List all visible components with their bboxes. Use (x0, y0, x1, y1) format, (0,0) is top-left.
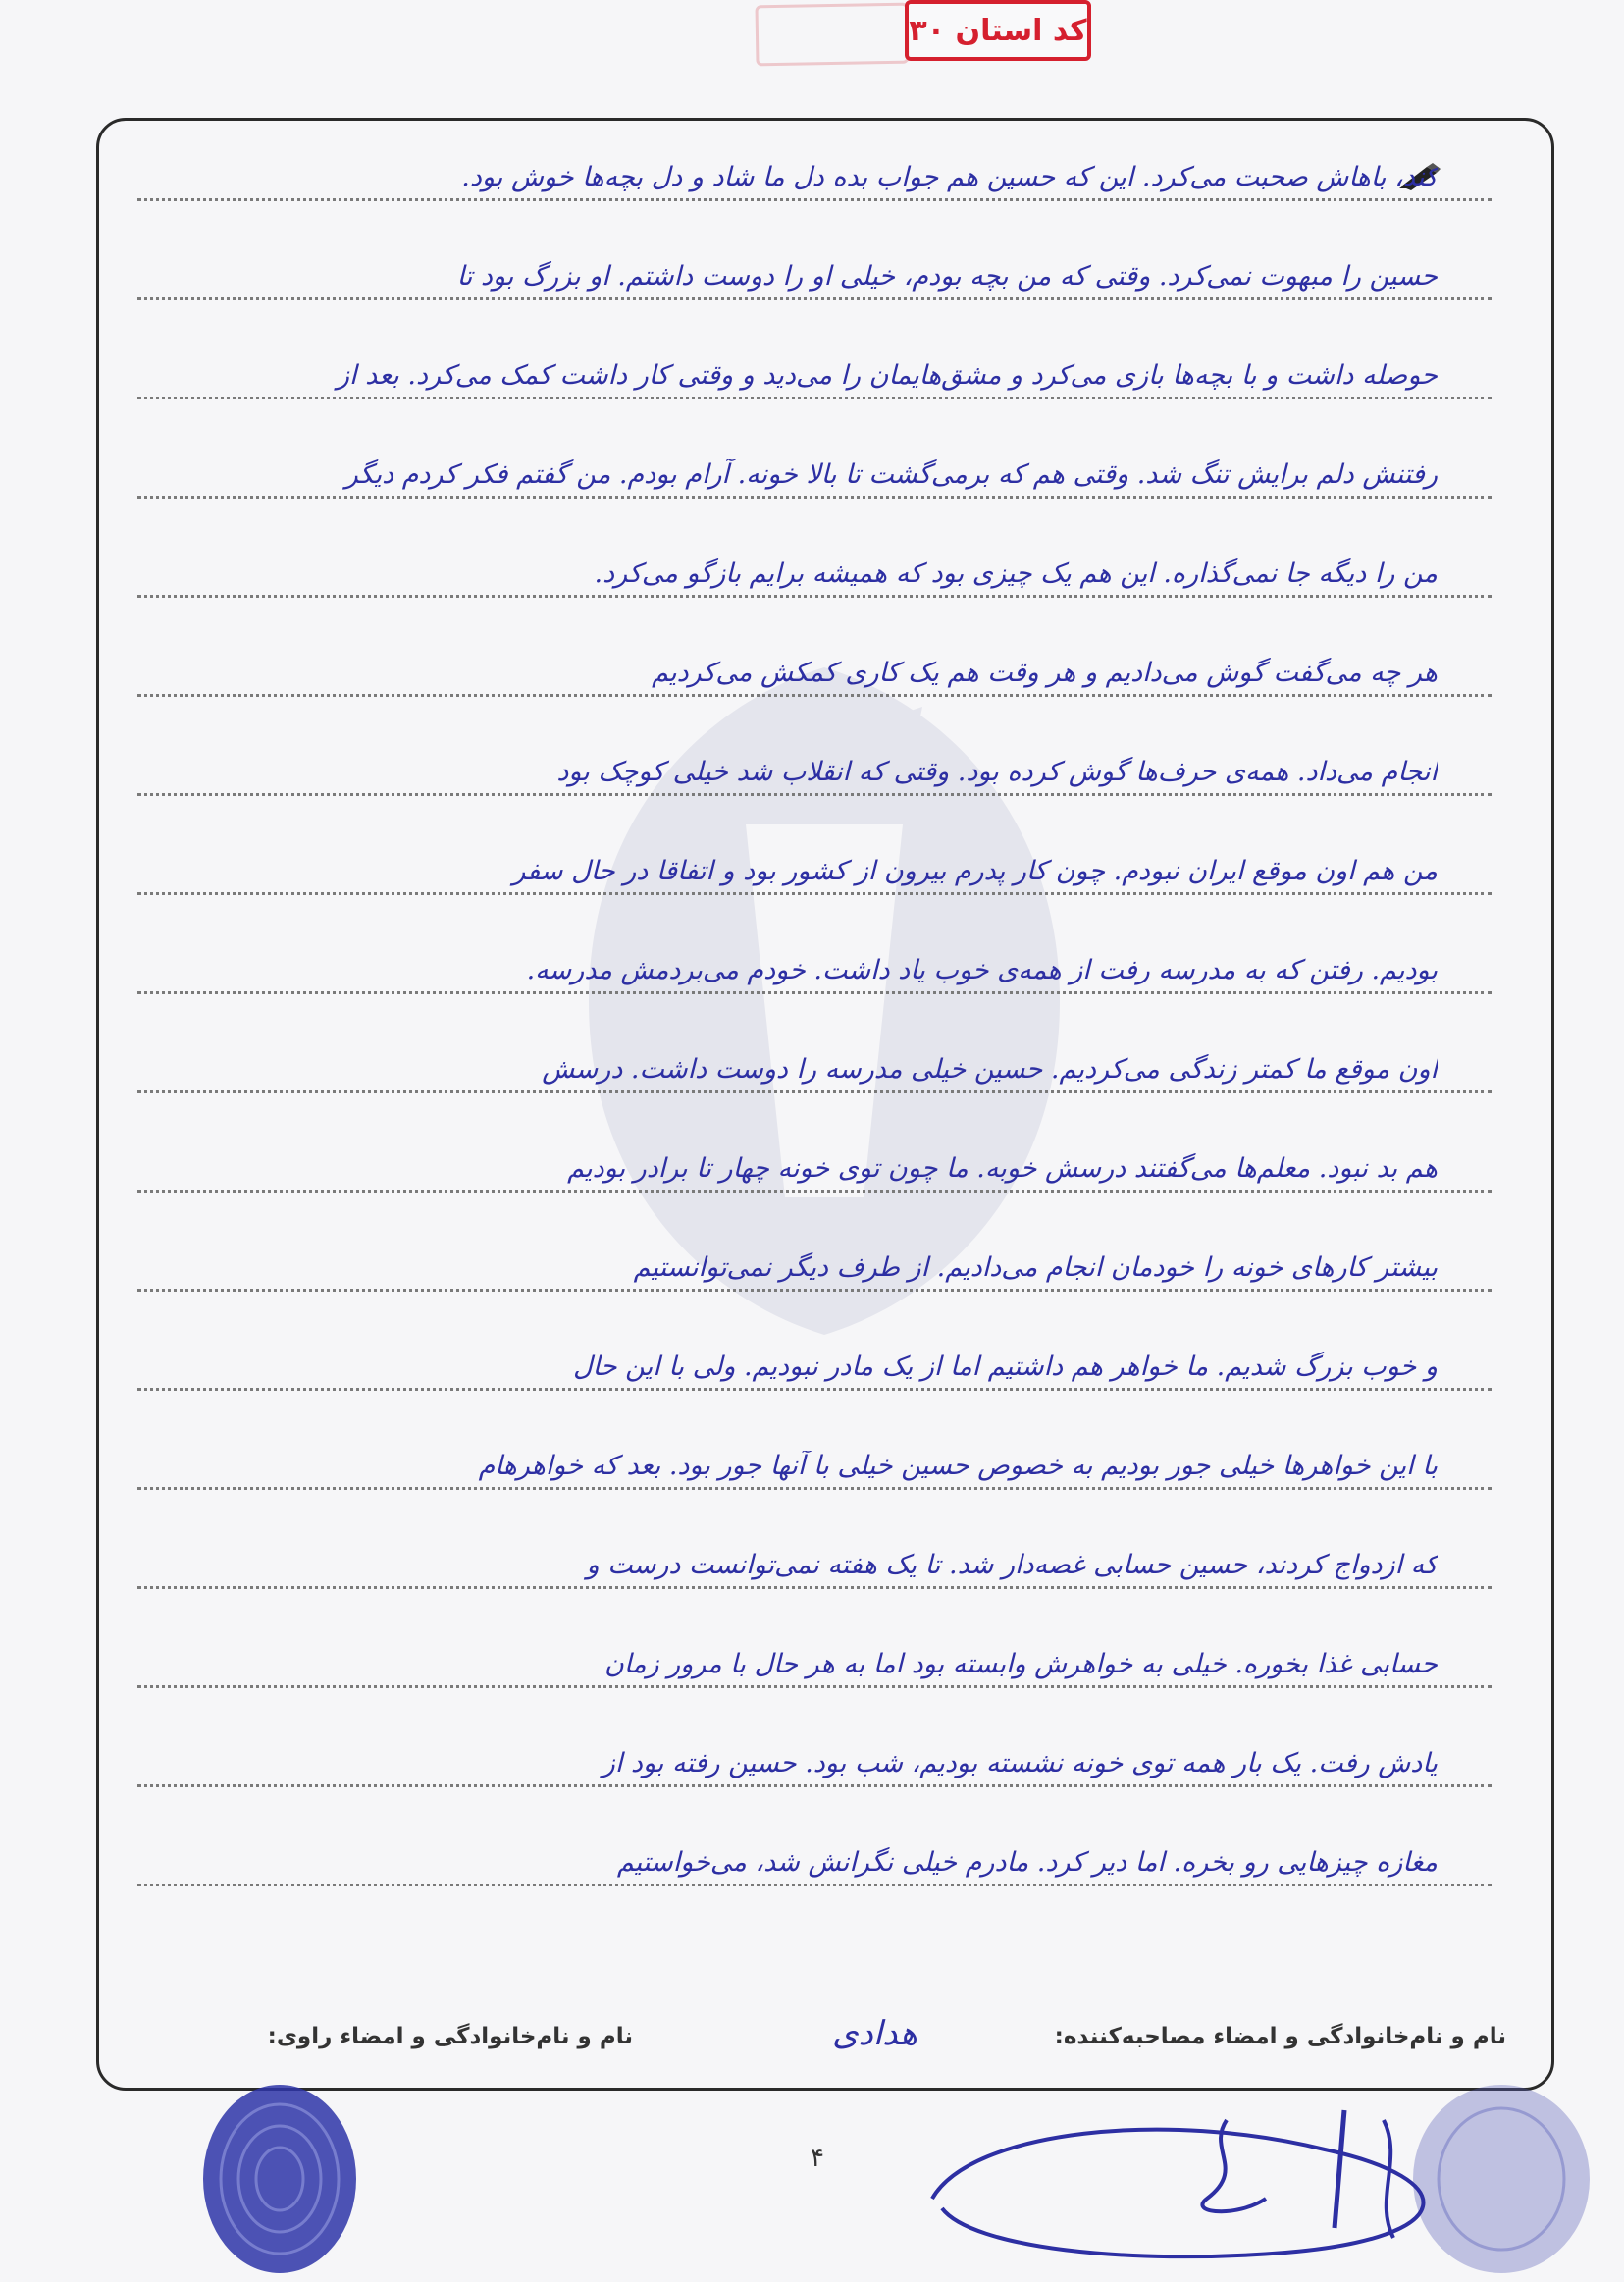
page-number: ۴ (811, 2144, 824, 2173)
body-line: انجام می‌داد. همه‌ی حرف‌ها گوش کرده بود. وقتی که انقلاب شد خیلی کوچک بود (556, 757, 1438, 787)
ruled-line (137, 1190, 1492, 1193)
ruled-line (137, 297, 1492, 300)
body-line: هر چه می‌گفت گوش می‌دادیم و هر وقت هم یک کاری کمکش می‌کردیم (652, 658, 1438, 688)
ruled-line (137, 1487, 1492, 1490)
body-line: من هم اون موقع ایران نبودم. چون کار پدرم بیرون از کشور بود و اتفاقا در حال سفر (512, 856, 1438, 886)
body-line: من را دیگه جا نمی‌گذاره. این هم یک چیزی بود که همیشه برایم بازگو می‌کرد. (594, 558, 1438, 589)
ruled-line (137, 595, 1492, 598)
ruled-line (137, 793, 1492, 796)
ruled-line (137, 397, 1492, 399)
body-line: اون موقع ما کمتر زندگی می‌کردیم. حسین خیلی مدرسه را دوست داشت. درسش (542, 1054, 1438, 1085)
body-line: و خوب بزرگ شدیم. ما خواهر هم داشتیم اما از یک مادر نبودیم. ولی با این حال (573, 1352, 1438, 1382)
interviewer-name: هدادی (832, 2014, 917, 2053)
ruled-line (137, 1685, 1492, 1688)
body-line: بیشتر کارهای خونه را خودمان انجام می‌دادیم. از طرف دیگر نمی‌توانستیم (633, 1252, 1438, 1283)
ruled-line (137, 496, 1492, 499)
narrator-label: نام و نام‌خانوادگی و امضاء راوی: (267, 2024, 633, 2049)
body-line: کند، باهاش صحبت می‌کرد. این که حسین هم جواب بده دل ما شاد و دل بچه‌ها خوش بود. (461, 162, 1438, 192)
body-line: مغازه چیزهایی رو بخره. اما دیر کرد. مادرم خیلی نگرانش شد، می‌خواستیم (616, 1847, 1438, 1878)
ruled-line (137, 1090, 1492, 1093)
ruled-line (137, 198, 1492, 201)
narrator-signature (913, 2091, 1501, 2267)
fingerprint-left (196, 2071, 363, 2277)
body-line: با این خواهرها خیلی جور بودیم به خصوص حسین خیلی با آنها جور بود. بعد که خواهرهام (478, 1451, 1438, 1481)
body-line: حسابی غذا بخوره. خیلی به خواهرش وابسته بود اما به هر حال با مرور زمان (604, 1649, 1438, 1679)
ruled-line (137, 1884, 1492, 1886)
body-line: که ازدواج کردند، حسین حسابی غصه‌دار شد. تا یک هفته نمی‌توانست درست و (586, 1550, 1438, 1580)
ruled-line (137, 1289, 1492, 1292)
body-line: بودیم. رفتن که به مدرسه رفت از همه‌ی خوب یاد داشت. خودم می‌بردمش مدرسه. (526, 955, 1438, 985)
province-code-label: کد استان ۳۰ (909, 13, 1087, 48)
ruled-line (137, 694, 1492, 697)
body-line: رفتنش دلم برایش تنگ شد. وقتی هم که برمی‌گشت تا بالا خونه. آرام بودم. من گفتم فکر کردم دیگر (344, 459, 1438, 490)
body-line: هم بد نبود. معلم‌ها می‌گفتند درسش خوبه. ما چون توی خونه چهار تا برادر بودیم (567, 1153, 1438, 1184)
body-line: حسین را مبهوت نمی‌کرد. وقتی که من بچه بودم، خیلی او را دوست داشتم. او بزرگ بود تا (456, 261, 1438, 292)
ruled-line (137, 1586, 1492, 1589)
body-line: یادش رفت. یک بار همه توی خونه نشسته بودیم، شب بود. حسین رفته بود از (602, 1748, 1438, 1778)
body-line: حوصله داشت و با بچه‌ها بازی می‌کرد و مشق‌هایمان را می‌دید و وقتی کار داشت کمک می‌کرد. بعد از (336, 360, 1438, 391)
ruled-line (137, 1388, 1492, 1391)
ruled-line (137, 892, 1492, 895)
ruled-line (137, 1784, 1492, 1787)
ruled-line (137, 991, 1492, 994)
interviewer-label: نام و نام‌خانوادگی و امضاء مصاحبه‌کننده: (1054, 2024, 1506, 2049)
